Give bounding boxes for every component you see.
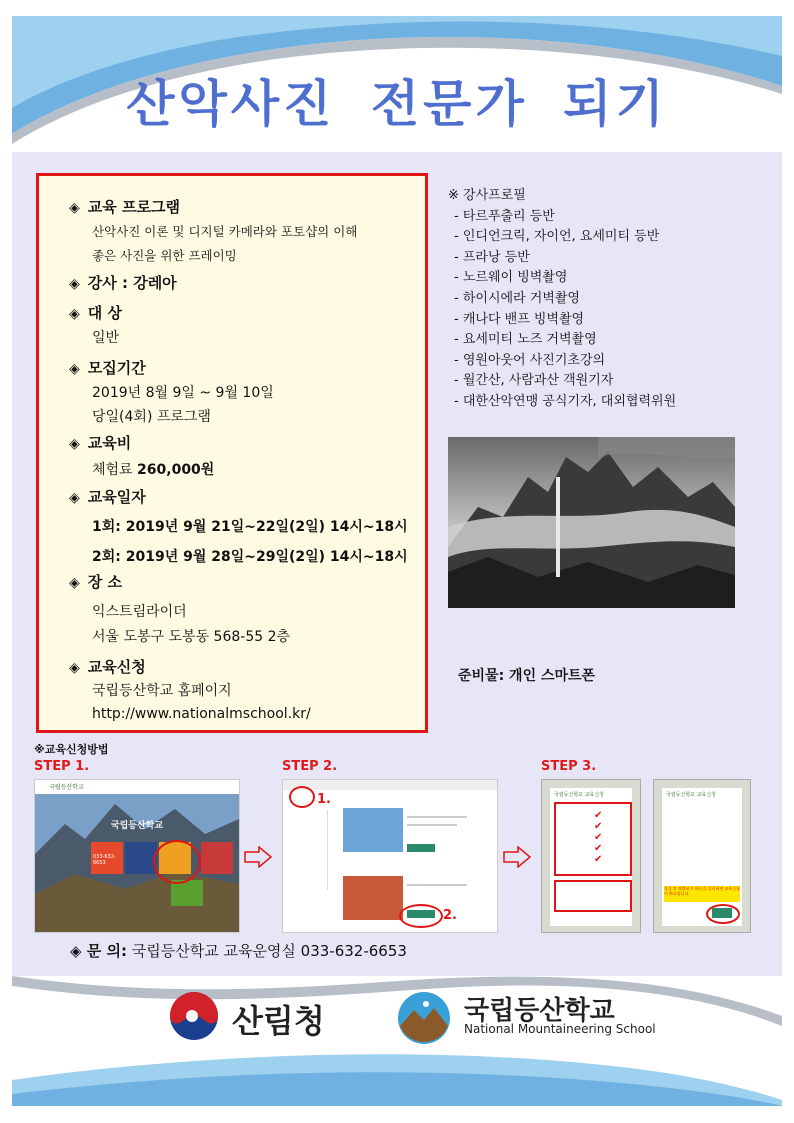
diamond-icon: ◈ xyxy=(69,200,80,216)
application-method-label: ※교육신청방법 xyxy=(34,743,109,756)
highlight-circle xyxy=(153,840,201,884)
dates-line-2: 2회: 2019년 9월 28일~29일(2일) 14시~18시 xyxy=(92,549,408,565)
program-heading: ◈ 교육 프로그램 xyxy=(69,198,180,216)
course-image xyxy=(343,808,403,852)
step-2-screenshot xyxy=(282,779,498,933)
highlight-circle xyxy=(706,904,740,924)
profile-item: - 타르푸출리 등반 xyxy=(454,208,555,224)
step-2-label: STEP 2. xyxy=(282,759,338,774)
profile-item: - 대한산악연맹 공식기자, 대외협력위원 xyxy=(454,393,677,409)
marker-2: 2. xyxy=(443,908,457,923)
header-banner xyxy=(12,16,782,152)
step-1-screenshot xyxy=(34,779,240,933)
profile-item: - 요세미티 노즈 거벽촬영 xyxy=(454,332,597,348)
profile-item: - 노르웨이 빙벽촬영 xyxy=(454,270,568,286)
profile-item: - 영원아웃어 사진기초강의 xyxy=(454,352,606,368)
text-line xyxy=(407,824,457,826)
mountain-photo xyxy=(448,437,735,608)
arrow-right-icon xyxy=(244,846,272,868)
diamond-icon: ◈ xyxy=(69,660,80,676)
profile-item: - 월간산, 사람과산 객원기자 xyxy=(454,373,614,389)
step-1-label: STEP 1. xyxy=(34,759,90,774)
form-title: 국립등산학교 교육신청 xyxy=(666,792,716,798)
diamond-icon: ◈ xyxy=(69,436,80,452)
org2-name-en: National Mountaineering School xyxy=(464,1022,656,1036)
program-info-box xyxy=(36,173,428,733)
profile-item: - 프라낭 등반 xyxy=(454,249,530,265)
instructor-heading: ◈ 강사 : 강레아 xyxy=(69,274,177,292)
profile-item: - 하이시에라 거벽촬영 xyxy=(454,290,580,306)
site-logo-text: 국립등산학교 xyxy=(49,784,84,791)
submit-notice: 작성 후 제출하기 버튼을 클릭하면 교육신청이 완료됩니다. xyxy=(664,886,740,902)
side-menu xyxy=(287,810,328,890)
profile-item: - 캐나다 밴프 빙벽촬영 xyxy=(454,311,585,327)
page-title: 산악사진 전문가 되기 xyxy=(126,75,668,133)
step-3-submit-screenshot xyxy=(653,779,751,933)
dates-line-1: 1회: 2019년 9월 21일~22일(2일) 14시~18시 xyxy=(92,519,408,535)
place-line-2: 서울 도봉구 도봉동 568-55 2층 xyxy=(92,629,291,645)
form-page xyxy=(550,788,632,926)
mountaineering-school-logo-icon xyxy=(396,990,452,1046)
browser-bar xyxy=(283,780,497,790)
highlight-circle xyxy=(289,786,315,808)
form-page xyxy=(662,788,742,926)
marker-1: 1. xyxy=(317,792,331,807)
diamond-icon: ◈ xyxy=(69,361,80,377)
menu-tile[interactable] xyxy=(125,842,157,874)
form-title: 국립등산학교 교육신청 xyxy=(554,792,604,798)
step-3-label: STEP 3. xyxy=(541,759,597,774)
period-line-1: 2019년 8월 9일 ~ 9월 10일 xyxy=(92,385,274,401)
inquiry-line: ◈ 문 의: 국립등산학교 교육운영실 033-632-6653 xyxy=(70,942,407,960)
form-highlight xyxy=(554,802,632,876)
check-icon: ✔ ✔ ✔ ✔ ✔ xyxy=(594,810,603,865)
diamond-icon: ◈ xyxy=(69,490,80,506)
fee-line: 체험료 260,000원 xyxy=(92,462,215,478)
apply-url[interactable]: http://www.nationalmschool.kr/ xyxy=(92,706,311,722)
org1-name: 산림청 xyxy=(232,1002,325,1040)
target-value: 일반 xyxy=(92,330,120,346)
period-line-2: 당일(4회) 프로그램 xyxy=(92,409,211,425)
program-line-2: 좋은 사진을 위한 프레이밍 xyxy=(92,248,237,263)
target-heading: ◈ 대 상 xyxy=(69,304,122,322)
step-3-form-screenshot xyxy=(541,779,641,933)
banner-title: 국립등산학교 xyxy=(110,821,164,831)
instructor-profile xyxy=(448,186,676,413)
dates-heading: ◈ 교육일자 xyxy=(69,488,146,506)
profile-item: - 인디언크릭, 자이언, 요세미티 등반 xyxy=(454,229,660,245)
fee-heading: ◈ 교육비 xyxy=(69,434,132,452)
profile-heading: ※ 강사프로필 xyxy=(448,188,526,203)
diamond-icon: ◈ xyxy=(69,575,80,591)
footer-banner xyxy=(12,976,782,1106)
prep-note: 준비물: 개인 스마트폰 xyxy=(458,668,596,684)
forest-service-logo-icon xyxy=(168,990,220,1042)
phone-tile: 033-632-6653 xyxy=(91,842,123,874)
period-heading: ◈ 모집기간 xyxy=(69,359,146,377)
text-line xyxy=(407,884,467,886)
org2-name-ko: 국립등산학교 xyxy=(464,996,615,1026)
program-line-1: 산악사진 이론 및 디지털 카메라와 포토샵의 이해 xyxy=(92,224,358,239)
diamond-icon: ◈ xyxy=(69,276,80,292)
apply-button[interactable] xyxy=(407,844,435,852)
arrow-right-icon xyxy=(503,846,531,868)
diamond-icon: ◈ xyxy=(70,942,87,960)
highlight-circle xyxy=(399,904,443,928)
course-image xyxy=(343,876,403,920)
text-line xyxy=(407,816,467,818)
menu-tile[interactable] xyxy=(201,842,233,874)
apply-heading: ◈ 교육신청 xyxy=(69,658,146,676)
apply-line-1: 국립등산학교 홈페이지 xyxy=(92,683,232,699)
site-nav-bar xyxy=(35,780,239,795)
diamond-icon: ◈ xyxy=(69,306,80,322)
place-line-1: 익스트림라이더 xyxy=(92,604,187,620)
place-heading: ◈ 장 소 xyxy=(69,573,122,591)
form-highlight xyxy=(554,880,632,912)
